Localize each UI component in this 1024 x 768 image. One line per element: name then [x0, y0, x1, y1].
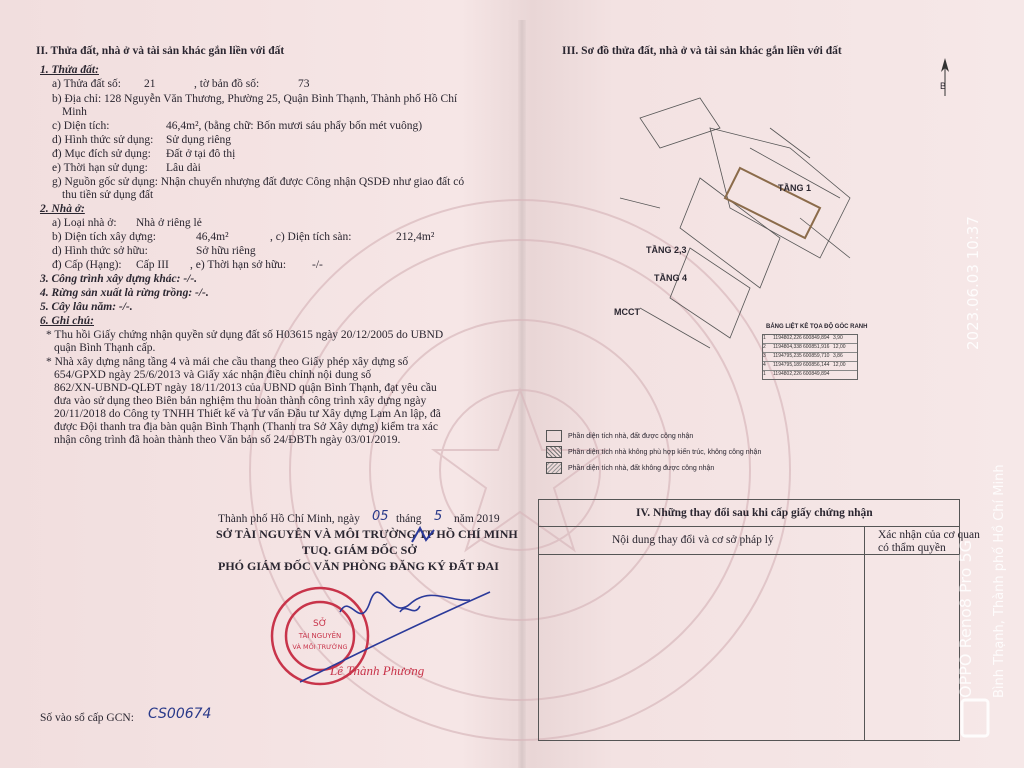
planted-forest: 4. Rừng sản xuất là rừng trồng: -/-.: [40, 287, 209, 299]
section-4-title: IV. Những thay đổi sau khi cấp giấy chứng nhận: [636, 507, 873, 519]
coord-cell: 3: [763, 353, 766, 359]
note-2-line-7: nhận công trình đã hoàn thành theo Văn bản số 24/ĐBTh ngày 03/01/2019.: [54, 434, 401, 446]
map-sheet-value: 73: [298, 78, 310, 90]
legend-text: Phần diện tích nhà, đất được công nhận: [568, 433, 694, 440]
issue-year: năm 2019: [454, 513, 500, 525]
note-1-line-1: * Thu hồi Giấy chứng nhận quyền sử dụng đất số H03615 ngày 20/12/2005 do UBND: [46, 329, 444, 341]
floor-area-label: , c) Diện tích sàn:: [270, 231, 352, 243]
house-type-value: Nhà ở riêng lẻ: [136, 217, 202, 229]
coord-row: [763, 335, 857, 344]
use-term-label: e) Thời hạn sử dụng:: [52, 162, 148, 174]
coord-cell: 4: [763, 362, 766, 368]
ownership-term-label: , e) Thời hạn sở hữu:: [190, 259, 287, 271]
coord-cell: 3,86: [833, 353, 843, 359]
issue-month-label: tháng: [396, 513, 422, 525]
coord-cell: 600856,144: [803, 362, 830, 368]
coord-cell: 1194804,338: [773, 344, 802, 350]
coord-cell: 1: [763, 335, 766, 341]
coord-cell: 12,00: [833, 362, 846, 368]
issue-month: 5: [434, 509, 443, 524]
perennial-trees: 5. Cây lâu năm: -/-.: [40, 301, 133, 313]
coord-cell: 1: [763, 371, 766, 377]
coord-cell: 600851,916: [803, 344, 830, 350]
floor-1-label: TẦNG 1: [778, 183, 812, 193]
note-2-line-4: đưa vào sử dụng theo Biên bản nghiệm thu hoàn thành công trình xây dựng ngày: [54, 395, 427, 407]
use-form-label: d) Hình thức sử dụng:: [52, 134, 154, 146]
coord-cell: 1194802,226: [773, 371, 802, 377]
land-heading: 1. Thửa đất:: [40, 64, 99, 76]
legend-swatch-not-recognized: [546, 462, 562, 474]
oppo-logo-icon: [958, 696, 994, 740]
legend-swatch-recognized: [546, 430, 562, 442]
build-area-value: 46,4m²: [196, 231, 229, 243]
coord-cell: 600849,894: [803, 335, 830, 341]
floor-area-value: 212,4m²: [396, 231, 435, 243]
seal-line-2: TÀI NGUYÊN: [298, 632, 342, 640]
changes-col-confirm-line-1: Xác nhận của cơ quan: [878, 529, 980, 541]
coord-cell: 1194795,189: [773, 362, 802, 368]
photo-device: OPPO Reno8 Pro 5G: [956, 539, 975, 698]
ownership-label: d) Hình thức sở hữu:: [52, 245, 148, 257]
coord-cell: 600859,710: [803, 353, 830, 359]
note-2-line-3: 862/XN-UBND-QLĐT ngày 18/11/2013 của UBND quận Bình Thạnh, đạt yêu cầu: [54, 382, 437, 394]
coord-cell: 1194802,226: [773, 335, 802, 341]
coord-row: [763, 362, 857, 371]
note-2-line-2: 654/GPXD ngày 25/6/2013 và Giấy xác nhận điều chỉnh nội dung số: [54, 369, 372, 381]
note-1-line-2: quận Bình Thạnh cấp.: [54, 342, 156, 354]
floor-2-3-label: TẦNG 2,3: [646, 245, 687, 255]
build-area-label: b) Diện tích xây dựng:: [52, 231, 156, 243]
section-2-title: II. Thửa đất, nhà ở và tài sản khác gắn liền với đất: [36, 45, 285, 57]
use-form-value: Sử dụng riêng: [166, 134, 232, 146]
coord-cell: [833, 371, 853, 379]
area-label: c) Diện tích:: [52, 120, 110, 132]
register-label: Số vào sổ cấp GCN:: [40, 712, 134, 724]
notes-heading: 6. Ghi chú:: [40, 315, 94, 327]
map-sheet-label: , tờ bản đồ số:: [194, 78, 260, 90]
house-heading: 2. Nhà ở:: [40, 203, 85, 215]
photo-timestamp: 2023.06.03 10:37: [964, 216, 982, 350]
changes-table-col-divider: [539, 526, 865, 740]
ownership-value: Sở hữu riêng: [196, 245, 256, 257]
coord-table: [762, 334, 858, 380]
coord-cell: 600849,894: [803, 371, 830, 377]
origin-line-2: thu tiền sử dụng đất: [62, 189, 154, 201]
note-2-line-1: * Nhà xây dựng nâng tầng 4 và mái che cầu thang theo Giấy phép xây dựng số: [46, 356, 409, 368]
parcel-number-value: 21: [144, 78, 156, 90]
grade-value: Cấp III: [136, 259, 169, 271]
authorization-mark: [408, 524, 438, 546]
parcel-number-label: a) Thửa đất số:: [52, 78, 121, 90]
coord-row: [763, 371, 857, 379]
north-arrow-icon: [938, 58, 952, 98]
use-term-value: Lâu dài: [166, 162, 201, 174]
register-value: CS00674: [148, 706, 212, 722]
legend-item: [546, 446, 761, 459]
roof-stair-label: MCCT: [614, 307, 640, 317]
issue-day: 05: [372, 509, 389, 524]
note-2-line-5: 20/11/2018 do Công ty TNHH Thiết kế và Tư vấn Đầu tư Xây dựng Lam An lập, đã: [54, 408, 441, 420]
use-purpose-label: đ) Mục đích sử dụng:: [52, 148, 151, 160]
address-line-2: Minh: [62, 106, 87, 118]
seal-line-3: VÀ MÔI TRƯỜNG: [292, 643, 348, 651]
coord-cell: 2: [763, 344, 766, 350]
coord-row: [763, 353, 857, 362]
use-purpose-value: Đất ở tại đô thị: [166, 148, 236, 160]
changes-col-content: Nội dung thay đổi và cơ sở pháp lý: [612, 534, 774, 546]
coord-row: [763, 344, 857, 353]
legend-item: [546, 462, 714, 475]
deputy-director-title: PHÓ GIÁM ĐỐC VĂN PHÒNG ĐĂNG KÝ ĐẤT ĐAI: [218, 559, 499, 573]
issuing-authority: SỞ TÀI NGUYÊN VÀ MÔI TRƯỜNG TP HỒ CHÍ MINH: [216, 527, 518, 541]
ownership-term-value: -/-: [312, 259, 323, 271]
address-line-1: b) Địa chỉ: 128 Nguyễn Văn Thương, Phường 25, Quận Bình Thạnh, Thành phố Hồ Chí: [52, 93, 458, 105]
area-value: 46,4m², (bằng chữ: Bốn mươi sáu phẩy bốn mét vuông): [166, 120, 423, 132]
house-type-label: a) Loại nhà ở:: [52, 217, 117, 229]
issue-date-prefix: Thành phố Hồ Chí Minh, ngày: [218, 513, 360, 525]
legend-text: Phần diện tích nhà, đất không được công nhận: [568, 465, 715, 472]
seal-line-1: SỞ: [313, 619, 327, 629]
changes-col-confirm-line-2: có thẩm quyền: [878, 542, 946, 554]
coord-cell: 12,00: [833, 344, 846, 350]
legend-swatch-nonconforming: [546, 446, 562, 458]
origin-line-1: g) Nguồn gốc sử dụng: Nhận chuyển nhượng đất được Công nhận QSDĐ như giao đất có: [52, 176, 465, 188]
authorization-title: TUQ. GIÁM ĐỐC SỞ: [302, 543, 417, 557]
floor-4-label: TẦNG 4: [654, 273, 688, 283]
coord-cell: 3,90: [833, 335, 843, 341]
legend-text: Phần diện tích nhà không phù hợp kiến trúc, không công nhận: [568, 449, 762, 456]
other-construction: 3. Công trình xây dựng khác: -/-.: [40, 273, 198, 285]
coord-cell: 1194795,235: [773, 353, 802, 359]
legend-item: [546, 430, 693, 443]
photo-location: Bình Thạnh, Thành phố Hồ Chí Minh: [992, 464, 1007, 698]
signer-name: Lê Thành Phương: [330, 663, 425, 678]
coord-table-title: BẢNG LIỆT KÊ TỌA ĐỘ GÓC RANH: [766, 324, 868, 330]
note-2-line-6: được Đội thanh tra địa bàn quận Bình Thạnh (Thanh tra Sở Xây dựng) kiểm tra xác: [54, 421, 439, 433]
grade-label: đ) Cấp (Hạng):: [52, 259, 122, 271]
north-label: B: [940, 81, 947, 91]
section-3-title: III. Sơ đồ thửa đất, nhà ở và tài sản khác gắn liền với đất: [562, 45, 842, 57]
